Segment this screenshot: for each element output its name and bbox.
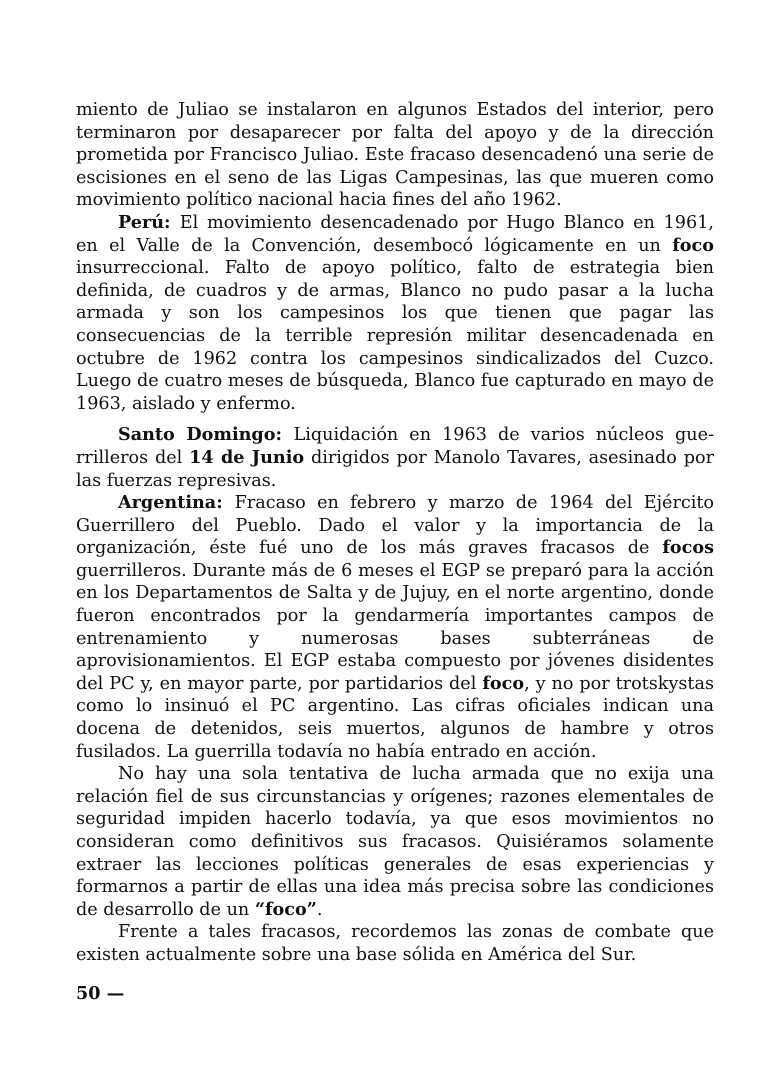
paragraph [76, 763, 714, 921]
paragraph [76, 99, 714, 212]
bold-text-segment: “foco” [254, 898, 317, 920]
text-segment: Frente a tales fracasos, recordemos las zonas de combate que existen actualmente sobre una base sólida en América del Sur. [76, 922, 714, 965]
paragraph [76, 212, 714, 415]
text-segment: Liquidación en 1963 de varios núcleos guerrilleros del [76, 425, 715, 468]
bold-text-segment: 14 de Junio [189, 446, 305, 468]
bold-text-segment: Santo Domingo: [118, 424, 294, 446]
bold-text-segment: foco [672, 234, 714, 256]
paragraph [76, 424, 714, 492]
text-segment: No hay una sola tentativa de lucha armada que no exija una relación fiel de sus circunstancias y orígenes; razones elementales de seguridad impiden hacerlo todavía, ya que esos movimientos no consideran como definitivos sus fracasos. Quisiéramos solamente extraer las lecciones políticas generales de esas experiencias y formarnos a partir de ellas una idea más precisa sobre las condiciones de desarrollo de un [76, 764, 714, 920]
body-text [76, 99, 714, 967]
text-segment: . [316, 899, 323, 920]
text-segment: guerrilleros. Durante más de 6 meses el EGP se preparó para la acción en los Departamentos de Salta y de Jujuy, en el norte argentino, donde fueron encontrados por la gendarmería importantes campos de entrenamiento y numerosas bases subterráneas de aprovisionamientos. El EGP estaba compuesto por jóvenes disidentes del PC y, en mayor parte, por partidarios del [76, 560, 714, 694]
paragraph [76, 492, 714, 763]
text-segment: insurreccional. Falto de apoyo político, falto de estrategia bien definida, de cuadros y de armas, Blanco no pudo pasar a la lucha armada y son los campesinos los que tienen que pagar las consecuencias de la terrible represión militar desencadenada en octubre de 1962 contra los campesinos sindicalizados del Cuzco. Luego de cuatro meses de búsqueda, Blanco fue capturado en mayo de 1963, aislado y enfermo. [76, 258, 714, 414]
text-segment: Fracaso en febrero y marzo de 1964 del Ejército Guerrillero del Pueblo. Dado el valor y la importancia de la organización, éste fué uno de los más graves fracasos de [76, 493, 714, 559]
bold-text-segment: foco [482, 672, 525, 694]
text-segment: El movimiento desencadenado por Hugo Blanco en 1961, en el Valle de la Convención, desembocó lógicamente en un [76, 212, 714, 256]
text-segment: dirigidos por Manolo Tavares, asesinado por las fuerzas represivas. [76, 447, 714, 491]
bold-text-segment: Argentina: [118, 492, 235, 514]
paragraph [76, 921, 714, 966]
bold-text-segment: Perú: [118, 211, 180, 233]
text-segment: , y no por trotskystas como lo insinuó el PC argentino. Las cifras oficiales indican una docena de detenidos, seis muertos, algunos de hambre y otros fusilados. La guerrilla todavía no había entrado en acción. [76, 673, 715, 762]
bold-text-segment: focos [662, 537, 714, 559]
page-number: 50 — [76, 983, 125, 1004]
text-segment: miento de Juliao se instalaron en algunos Estados del interior, pero terminaron por desaparecer por falta del apoyo y de la dirección prometida por Francisco Juliao. Este fracaso desencadenó una serie de escisiones en el seno de las Ligas Campesinas, las que mueren como movimiento político nacional hacia fines del año 1962. [76, 100, 714, 211]
